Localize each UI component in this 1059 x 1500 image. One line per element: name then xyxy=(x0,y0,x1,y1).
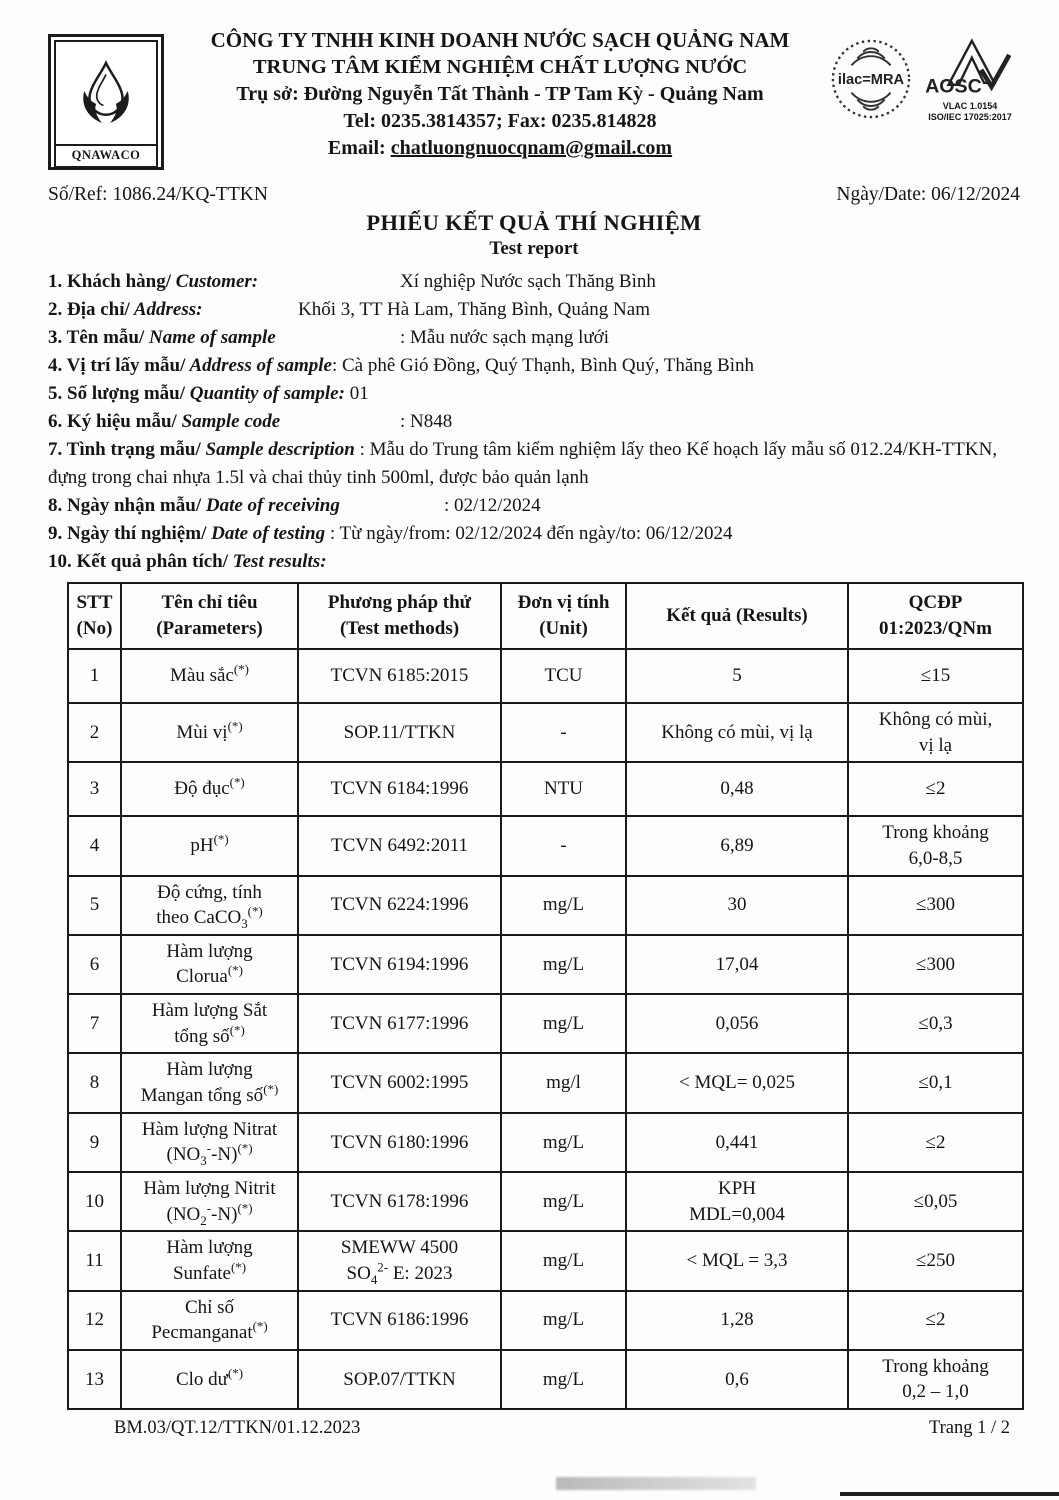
result-cell: KPH MDL=0,004 xyxy=(626,1172,848,1231)
info-date-receiving-label: 8. Ngày nhận mẫu/ Date of receiving xyxy=(48,495,340,516)
info-sample-code-label: 6. Ký hiệu mẫu/ Sample code xyxy=(48,411,281,432)
method-cell: TCVN 6194:1996 xyxy=(298,935,501,994)
row-number-cell: 13 xyxy=(68,1350,121,1409)
header-no: STT (No) xyxy=(68,583,121,649)
row-number-cell: 2 xyxy=(68,703,121,762)
tel-fax-line: Tel: 0235.3814357; Fax: 0235.814828 xyxy=(343,110,657,132)
report-date: Ngày/Date: 06/12/2024 xyxy=(836,184,1020,205)
table-row xyxy=(68,935,1023,994)
page-footer xyxy=(48,1418,1020,1439)
info-sample-description-label: 7. Tình trạng mẫu/ Sample description xyxy=(48,439,355,460)
unit-cell: mg/L xyxy=(501,1231,626,1290)
table-row xyxy=(68,1231,1023,1290)
parameter-cell: Hàm lượng Sắt tổng số(*) xyxy=(121,994,298,1053)
row-number-cell: 11 xyxy=(68,1231,121,1290)
email-line xyxy=(174,137,826,160)
unit-cell: mg/L xyxy=(501,1172,626,1231)
info-customer-label: 1. Khách hàng/ Customer: xyxy=(48,271,259,292)
svg-text:ilac=MRA: ilac=MRA xyxy=(837,71,905,88)
unit-cell: NTU xyxy=(501,762,626,816)
limit-cell: ≤2 xyxy=(848,1113,1023,1172)
table-header-row xyxy=(68,583,1023,649)
limit-cell: ≤15 xyxy=(848,649,1023,703)
reference-row xyxy=(48,184,1020,206)
row-number-cell: 12 xyxy=(68,1291,121,1350)
row-number-cell: 7 xyxy=(68,994,121,1053)
scan-artifact xyxy=(840,1492,1059,1496)
aosc-iso-standard: ISO/IEC 17025:2017 xyxy=(928,112,1012,123)
unit-cell: - xyxy=(501,703,626,762)
parameter-cell: Hàm lượng Clorua(*) xyxy=(121,935,298,994)
table-row xyxy=(68,703,1023,762)
info-sample-location xyxy=(48,352,1020,380)
svg-text:AOSC: AOSC xyxy=(925,75,982,96)
row-number-cell: 5 xyxy=(68,876,121,935)
row-number-cell: 1 xyxy=(68,649,121,703)
row-number-cell: 3 xyxy=(68,762,121,816)
table-row xyxy=(68,762,1023,816)
ref-number: Số/Ref: 1086.24/KQ-TTKN xyxy=(48,184,268,205)
unit-cell: mg/l xyxy=(501,1053,626,1112)
result-cell: 30 xyxy=(626,876,848,935)
table-row xyxy=(68,649,1023,703)
parameter-cell: Độ đục(*) xyxy=(121,762,298,816)
table-row xyxy=(68,1113,1023,1172)
info-sample-quantity xyxy=(48,380,1020,408)
info-address-value: Khối 3, TT Hà Lam, Thăng Bình, Quảng Nam xyxy=(298,299,650,320)
page-subtitle: Test report xyxy=(489,238,579,259)
info-test-results-heading xyxy=(48,548,1020,576)
parameter-cell: Màu sắc(*) xyxy=(121,649,298,703)
result-cell: < MQL= 0,025 xyxy=(626,1053,848,1112)
table-row xyxy=(68,994,1023,1053)
unit-cell: mg/L xyxy=(501,994,626,1053)
table-row xyxy=(68,816,1023,875)
page-title: PHIẾU KẾT QUẢ THÍ NGHIỆM xyxy=(366,210,702,235)
result-cell: 6,89 xyxy=(626,816,848,875)
table-row xyxy=(68,1053,1023,1112)
method-cell: TCVN 6184:1996 xyxy=(298,762,501,816)
footer-form-code: BM.03/QT.12/TTKN/01.12.2023 xyxy=(114,1418,361,1439)
method-cell: TCVN 6178:1996 xyxy=(298,1172,501,1231)
parameter-cell: Hàm lượng Sunfate(*) xyxy=(121,1231,298,1290)
footer-page-number: Trang 1 / 2 xyxy=(928,1418,1010,1439)
info-address xyxy=(48,296,1020,324)
aosc-accreditation-code: VLAC 1.0154 xyxy=(942,101,998,111)
info-sample-description xyxy=(48,436,1020,492)
info-sample-quantity-label: 5. Số lượng mẫu/ Quantity of sample: xyxy=(48,383,345,404)
info-sample-name xyxy=(48,324,1020,352)
method-cell: TCVN 6177:1996 xyxy=(298,994,501,1053)
row-number-cell: 9 xyxy=(68,1113,121,1172)
limit-cell: ≤300 xyxy=(848,876,1023,935)
method-cell: TCVN 6492:2011 xyxy=(298,816,501,875)
email-label: Email: xyxy=(327,137,386,159)
parameter-cell: Chỉ số Pecmanganat(*) xyxy=(121,1291,298,1350)
info-sample-code-value: : N848 xyxy=(400,411,453,432)
info-date-testing-label: 9. Ngày thí nghiệm/ Date of testing xyxy=(48,523,326,544)
ilac-mra-stamp-icon xyxy=(830,38,912,125)
info-sample-location-value: : Cà phê Gió Đồng, Quý Thạnh, Bình Quý, Thăng Bình xyxy=(331,355,754,376)
limit-cell: Trong khoảng 0,2 – 1,0 xyxy=(848,1350,1023,1409)
parameter-cell: Clo dư(*) xyxy=(121,1350,298,1409)
limit-cell: ≤0,3 xyxy=(848,994,1023,1053)
limit-cell: ≤2 xyxy=(848,762,1023,816)
info-sample-name-label: 3. Tên mẫu/ Name of sample xyxy=(48,327,276,348)
email-address: chatluongnuocqnam@gmail.com xyxy=(390,137,673,159)
result-cell: Không có mùi, vị lạ xyxy=(626,703,848,762)
row-number-cell: 4 xyxy=(68,816,121,875)
limit-cell: ≤300 xyxy=(848,935,1023,994)
info-date-receiving xyxy=(48,492,1020,520)
unit-cell: mg/L xyxy=(501,935,626,994)
letterhead xyxy=(48,26,1020,170)
parameter-cell: Độ cứng, tính theo CaCO$_3$(*) xyxy=(121,876,298,935)
aosc-logo-icon xyxy=(920,38,1020,124)
certification-marks xyxy=(830,38,1020,125)
info-sample-name-value: : Mẫu nước sạch mạng lưới xyxy=(400,327,610,348)
info-customer-value: Xí nghiệp Nước sạch Thăng Bình xyxy=(400,271,656,292)
info-test-results-label: 10. Kết quả phân tích/ Test results: xyxy=(48,551,327,572)
method-cell: SOP.07/TTKN xyxy=(298,1350,501,1409)
result-cell: 0,6 xyxy=(626,1350,848,1409)
center-name: TRUNG TÂM KIỂM NGHIỆM CHẤT LƯỢNG NƯỚC xyxy=(252,56,748,78)
info-date-receiving-value: : 02/12/2024 xyxy=(444,495,541,516)
row-number-cell: 8 xyxy=(68,1053,121,1112)
method-cell: SOP.11/TTKN xyxy=(298,703,501,762)
company-name: CÔNG TY TNHH KINH DOANH NƯỚC SẠCH QUẢNG NAM xyxy=(210,28,790,52)
method-cell: TCVN 6002:1995 xyxy=(298,1053,501,1112)
method-cell: TCVN 6180:1996 xyxy=(298,1113,501,1172)
table-row xyxy=(68,1350,1023,1409)
unit-cell: - xyxy=(501,816,626,875)
result-cell: 0,056 xyxy=(626,994,848,1053)
header-limit: QCĐP 01:2023/QNm xyxy=(848,583,1023,649)
table-row xyxy=(68,1291,1023,1350)
unit-cell: mg/L xyxy=(501,1291,626,1350)
info-sample-location-label: 4. Vị trí lấy mẫu/ Address of sample xyxy=(48,355,332,376)
info-sample-description-value: : Mẫu do Trung tâm kiểm nghiệm lấy theo Kế hoạch lấy mẫu số 012.24/KH-TTKN, đựng trong chai nhựa 1.5l và chai thủy tinh 500ml, được bảo quản lạnh xyxy=(48,439,998,488)
result-cell: 1,28 xyxy=(626,1291,848,1350)
method-cell: TCVN 6224:1996 xyxy=(298,876,501,935)
header-unit: Đơn vị tính (Unit) xyxy=(501,583,626,649)
unit-cell: mg/L xyxy=(501,876,626,935)
method-cell: TCVN 6185:2015 xyxy=(298,649,501,703)
parameter-cell: Hàm lượng Nitrat $(NO_3^--N)^{(*)}$ xyxy=(121,1113,298,1172)
results-table xyxy=(67,582,1024,1410)
info-date-testing-value: : Từ ngày/from: 02/12/2024 đến ngày/to: 06/12/2024 xyxy=(325,523,733,544)
row-number-cell: 10 xyxy=(68,1172,121,1231)
result-cell: 5 xyxy=(626,649,848,703)
parameter-cell: Hàm lượng Mangan tổng số(*) xyxy=(121,1053,298,1112)
table-row xyxy=(68,876,1023,935)
result-cell: 17,04 xyxy=(626,935,848,994)
water-drop-icon xyxy=(56,42,156,144)
limit-cell: ≤250 xyxy=(848,1231,1023,1290)
limit-cell: Không có mùi, vị lạ xyxy=(848,703,1023,762)
header-method: Phương pháp thử (Test methods) xyxy=(298,583,501,649)
method-cell: SMEWW 4500 $SO_4^{2-}$ E: 2023 xyxy=(298,1231,501,1290)
info-sample-quantity-value: 01 xyxy=(344,383,369,404)
address-line: Trụ sở: Đường Nguyễn Tất Thành - TP Tam Kỳ - Quảng Nam xyxy=(236,83,764,105)
header-result: Kết quả (Results) xyxy=(626,583,848,649)
unit-cell: TCU xyxy=(501,649,626,703)
parameter-cell: pH(*) xyxy=(121,816,298,875)
sample-info-list xyxy=(48,268,1020,576)
parameter-cell: Hàm lượng Nitrit $(NO_2^--N)^{(*)}$ xyxy=(121,1172,298,1231)
qnawaco-logo xyxy=(48,34,164,170)
limit-cell: Trong khoảng 6,0-8,5 xyxy=(848,816,1023,875)
info-address-label: 2. Địa chỉ/ Address: xyxy=(48,299,203,320)
info-sample-code xyxy=(48,408,1020,436)
row-number-cell: 6 xyxy=(68,935,121,994)
logo-text: QNAWACO xyxy=(56,144,156,166)
method-cell: TCVN 6186:1996 xyxy=(298,1291,501,1350)
limit-cell: ≤0,05 xyxy=(848,1172,1023,1231)
letterhead-text xyxy=(164,26,830,160)
result-cell: 0,441 xyxy=(626,1113,848,1172)
unit-cell: mg/L xyxy=(501,1113,626,1172)
scan-artifact xyxy=(556,1477,756,1490)
result-cell: 0,48 xyxy=(626,762,848,816)
limit-cell: ≤2 xyxy=(848,1291,1023,1350)
info-customer xyxy=(48,268,1020,296)
unit-cell: mg/L xyxy=(501,1350,626,1409)
result-cell: < MQL = 3,3 xyxy=(626,1231,848,1290)
parameter-cell: Mùi vị(*) xyxy=(121,703,298,762)
header-parameter: Tên chỉ tiêu (Parameters) xyxy=(121,583,298,649)
table-row xyxy=(68,1172,1023,1231)
info-date-testing xyxy=(48,520,1020,548)
limit-cell: ≤0,1 xyxy=(848,1053,1023,1112)
